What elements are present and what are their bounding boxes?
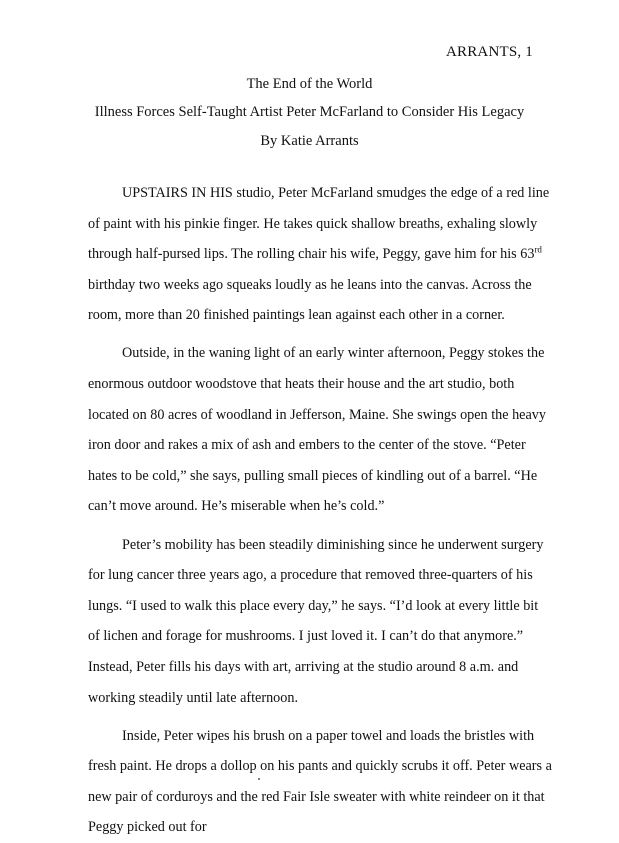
paragraph-1-part-b: birthday two weeks ago squeaks loudly as he leans into the canvas. Across the room, more than 20 finished paintings lean against each other in a corner. (88, 276, 532, 324)
page-header-label: ARRANTS, 1 (445, 44, 533, 60)
article-body (88, 178, 553, 843)
article-title: The End of the World (246, 76, 373, 92)
scan-speck (258, 778, 260, 780)
paragraph-1-part-a: UPSTAIRS IN HIS studio, Peter McFarland smudges the edge of a red line of paint with his pinkie finger. He takes quick shallow breaths, exhaling slowly through half-pursed lips. The rolling chair his wife, Peggy, gave him for his 63 (88, 185, 550, 263)
paragraph-4: Inside, Peter wipes his brush on a paper towel and loads the bristles with fresh paint. He drops a dollop on his pants and quickly scrubs it off. Peter wears a new pair of corduroys and the red Fair Isle sweater with white reindeer on it that Peggy picked out for (88, 727, 552, 836)
ordinal-suffix: rd (534, 244, 542, 255)
paragraph-1 (88, 178, 553, 331)
article-subtitle: Illness Forces Self-Taught Artist Peter McFarland to Consider His Legacy (94, 104, 525, 120)
article-byline: By Katie Arrants (260, 133, 359, 149)
paragraph-2: Outside, in the waning light of an early winter afternoon, Peggy stokes the enormous outdoor woodstove that heats their house and the art studio, both located on 80 acres of woodland in Jefferson, Maine. She swings open the heavy iron door and rakes a mix of ash and embers to the center of the stove. “Peter hates to be cold,” she says, pulling small pieces of kindling out of a barrel. “He can’t move around. He’s miserable when he’s cold.” (88, 345, 546, 515)
paragraph-3: Peter’s mobility has been steadily diminishing since he underwent surgery for lung cancer three years ago, a procedure that removed three-quarters of his lungs. “I used to walk this place every day,” he says. “I’d look at every little bit of lichen and forage for mushrooms. I just loved it. I can’t do that anymore.” Instead, Peter fills his days with art, arriving at the studio around 8 a.m. and working steadily until late afternoon. (88, 536, 544, 706)
